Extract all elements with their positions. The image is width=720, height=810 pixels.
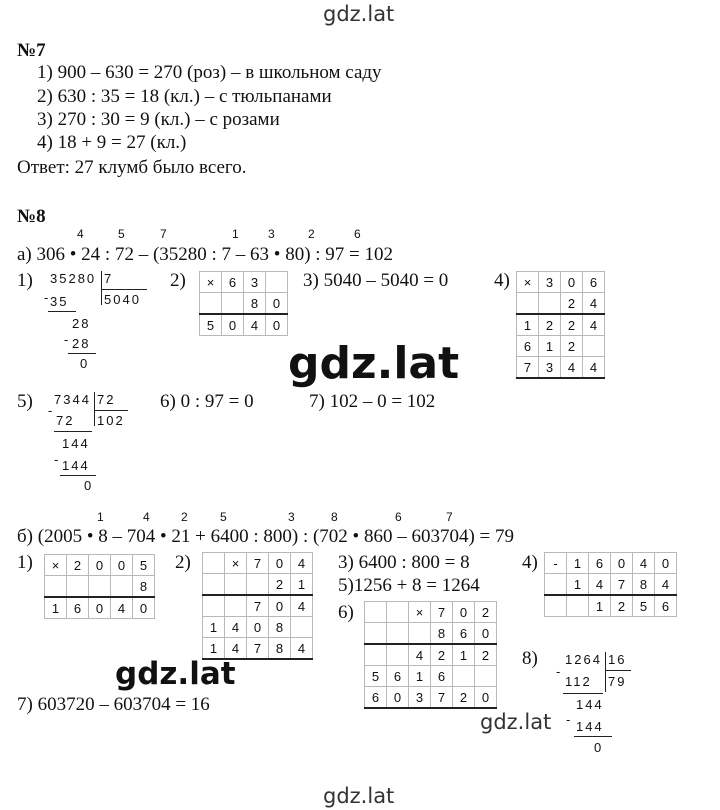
task7-line-3: 3) 270 : 30 = 9 (кл.) – с розами: [37, 109, 280, 130]
grid-cell: [203, 574, 225, 596]
grid-cell: 1: [45, 597, 67, 619]
grid-cell: 7: [517, 357, 539, 379]
grid-cell: 1: [203, 617, 225, 638]
grid-cell: 4: [583, 357, 605, 379]
grid-cell: 0: [611, 553, 633, 574]
grid-cell: [203, 595, 225, 617]
grid-cell: 4: [111, 597, 133, 619]
step-a7: 7) 102 – 0 = 102: [309, 391, 436, 412]
grid-cell: [266, 272, 288, 293]
grid-cell: 6: [67, 597, 89, 619]
grid-cell: 4: [291, 553, 313, 574]
remainder: 144: [62, 436, 90, 451]
grid-cell: 3: [409, 687, 431, 709]
quotient: 102: [97, 413, 125, 428]
grid-cell: 1: [567, 553, 589, 574]
grid-cell: [365, 623, 387, 645]
division-line: [60, 475, 96, 476]
grid-cell: 0: [387, 687, 409, 709]
quotient: 79: [608, 674, 627, 689]
grid-cell: 2: [67, 555, 89, 576]
grid-cell: 7: [247, 553, 269, 574]
multiplication-grid: [516, 271, 605, 379]
grid-cell: 1: [589, 595, 611, 617]
remainder: 144: [576, 697, 604, 712]
watermark-center: gdz.lat: [288, 338, 460, 389]
order-mark: 1: [97, 510, 104, 524]
grid-cell: [200, 293, 222, 315]
grid-cell: 3: [539, 272, 561, 293]
task7-answer: Ответ: 27 клумб было всего.: [17, 157, 247, 178]
order-mark: 5: [118, 227, 125, 241]
grid-cell: 2: [475, 644, 497, 666]
grid-cell: ×: [225, 553, 247, 574]
grid-cell: 6: [655, 595, 677, 617]
grid-cell: 0: [247, 617, 269, 638]
grid-cell: 1: [517, 314, 539, 336]
grid-cell: 6: [387, 666, 409, 687]
grid-cell: [387, 623, 409, 645]
remainder: 0: [594, 740, 604, 755]
division-line: [68, 353, 96, 354]
grid-cell: 4: [583, 293, 605, 315]
grid-cell: 6: [431, 666, 453, 687]
grid-cell: 5: [200, 314, 222, 336]
grid-cell: [45, 576, 67, 598]
grid-cell: 0: [89, 597, 111, 619]
grid-cell: [225, 574, 247, 596]
step-b3: 3) 6400 : 800 = 8: [338, 552, 470, 573]
step-a3: 3) 5040 – 5040 = 0: [303, 270, 449, 291]
order-mark: 7: [446, 510, 453, 524]
grid-cell: [387, 644, 409, 666]
watermark-top: gdz.lat: [323, 2, 395, 26]
expression-a: а) 306 • 24 : 72 – (35280 : 7 – 63 • 80) : 97 = 102: [17, 244, 394, 265]
grid-cell: [67, 576, 89, 598]
grid-cell: [222, 293, 244, 315]
grid-cell: [475, 666, 497, 687]
grid-cell: 0: [266, 293, 288, 315]
order-mark: 6: [395, 510, 402, 524]
subtrahend: 144: [576, 719, 604, 734]
remainder: 0: [80, 356, 90, 371]
division-line: [94, 410, 128, 411]
step-b7: 7) 603720 – 603704 = 16: [17, 694, 210, 715]
grid-cell: 3: [244, 272, 266, 293]
order-mark: 5: [220, 510, 227, 524]
grid-cell: 2: [475, 602, 497, 623]
remainder: 0: [84, 478, 94, 493]
grid-cell: ×: [200, 272, 222, 293]
grid-cell: 6: [583, 272, 605, 293]
watermark-right: gdz.lat: [480, 710, 552, 734]
grid-cell: [89, 576, 111, 598]
grid-cell: ×: [45, 555, 67, 576]
grid-cell: 6: [365, 687, 387, 709]
grid-cell: 6: [589, 553, 611, 574]
grid-cell: 0: [269, 595, 291, 617]
division-bar: [101, 271, 102, 305]
grid-cell: 0: [266, 314, 288, 336]
grid-cell: 0: [453, 602, 475, 623]
division-line: [101, 289, 147, 290]
subtrahend: 144: [62, 458, 90, 473]
grid-cell: 8: [269, 638, 291, 660]
grid-cell: 2: [539, 314, 561, 336]
step-b5: 5)1256 + 8 = 1264: [338, 575, 480, 596]
grid-cell: 8: [133, 576, 155, 598]
label-a5: 5): [17, 391, 33, 412]
grid-cell: 6: [453, 623, 475, 645]
dividend: 1264: [565, 652, 602, 667]
subtrahend: 112: [565, 674, 592, 689]
grid-cell: [365, 644, 387, 666]
grid-cell: 5: [133, 555, 155, 576]
divisor: 7: [104, 271, 114, 286]
quotient: 5040: [104, 292, 141, 307]
subtrahend: 72: [56, 413, 75, 428]
grid-cell: 1: [453, 644, 475, 666]
grid-cell: 3: [539, 357, 561, 379]
grid-cell: 4: [291, 638, 313, 660]
label-b1: 1): [17, 552, 33, 573]
grid-cell: 0: [111, 555, 133, 576]
division-line: [48, 311, 76, 312]
grid-cell: 0: [222, 314, 244, 336]
multiplication-grid: [44, 554, 155, 619]
order-mark: 4: [77, 227, 84, 241]
grid-cell: [545, 574, 567, 596]
dividend: 35280: [50, 271, 97, 286]
watermark-left: gdz.lat: [115, 656, 236, 692]
subtraction-grid: [544, 552, 677, 617]
step-a6: 6) 0 : 97 = 0: [160, 391, 254, 412]
grid-cell: 1: [567, 574, 589, 596]
label-a2: 2): [170, 270, 186, 291]
grid-cell: [111, 576, 133, 598]
grid-cell: [409, 623, 431, 645]
grid-cell: 7: [247, 595, 269, 617]
grid-cell: 4: [225, 617, 247, 638]
grid-cell: 4: [409, 644, 431, 666]
division-line: [574, 736, 612, 737]
order-mark: 8: [331, 510, 338, 524]
label-b6: 6): [338, 602, 354, 623]
grid-cell: 2: [611, 595, 633, 617]
grid-cell: [567, 595, 589, 617]
grid-cell: 8: [244, 293, 266, 315]
grid-cell: 7: [431, 602, 453, 623]
label-b8: 8): [522, 648, 538, 669]
watermark-bottom: gdz.lat: [323, 784, 395, 808]
label-b2: 2): [175, 552, 191, 573]
grid-cell: 1: [539, 336, 561, 357]
task7-line-2: 2) 630 : 35 = 18 (кл.) – с тюльпанами: [37, 86, 332, 107]
multiplication-grid: [364, 601, 497, 709]
order-mark: 6: [354, 227, 361, 241]
grid-cell: 1: [409, 666, 431, 687]
grid-cell: 7: [247, 638, 269, 660]
grid-cell: [291, 617, 313, 638]
grid-cell: [545, 595, 567, 617]
task7-title: №7: [17, 40, 46, 61]
grid-cell: 0: [475, 687, 497, 709]
grid-cell: 0: [655, 553, 677, 574]
grid-cell: 2: [431, 644, 453, 666]
grid-cell: 7: [431, 687, 453, 709]
grid-cell: [203, 553, 225, 574]
grid-cell: 0: [269, 553, 291, 574]
order-mark: 3: [288, 510, 295, 524]
grid-cell: [247, 574, 269, 596]
grid-cell: 6: [517, 336, 539, 357]
grid-cell: [539, 293, 561, 315]
grid-cell: 4: [633, 553, 655, 574]
grid-cell: [365, 602, 387, 623]
grid-cell: 8: [431, 623, 453, 645]
grid-cell: 4: [291, 595, 313, 617]
grid-cell: 2: [269, 574, 291, 596]
grid-cell: 7: [611, 574, 633, 596]
grid-cell: 1: [291, 574, 313, 596]
label-a4: 4): [494, 270, 510, 291]
label-b4: 4): [522, 552, 538, 573]
division-bar: [605, 652, 606, 692]
grid-cell: ×: [517, 272, 539, 293]
grid-cell: 8: [269, 617, 291, 638]
grid-cell: -: [545, 553, 567, 574]
label-a1: 1): [17, 270, 33, 291]
order-mark: 2: [308, 227, 315, 241]
order-mark: 7: [160, 227, 167, 241]
grid-cell: 4: [561, 357, 583, 379]
grid-cell: 4: [583, 314, 605, 336]
divisor: 72: [97, 392, 116, 407]
grid-cell: 4: [244, 314, 266, 336]
division-line: [605, 670, 631, 671]
grid-cell: 0: [133, 597, 155, 619]
grid-cell: 1: [203, 638, 225, 660]
grid-cell: 2: [561, 293, 583, 315]
grid-cell: 0: [89, 555, 111, 576]
grid-cell: [225, 595, 247, 617]
grid-cell: 8: [633, 574, 655, 596]
task8-title: №8: [17, 206, 46, 227]
remainder: 28: [72, 316, 91, 331]
grid-cell: 5: [633, 595, 655, 617]
grid-cell: 4: [225, 638, 247, 660]
order-mark: 1: [232, 227, 239, 241]
grid-cell: 0: [475, 623, 497, 645]
subtrahend: 28: [72, 336, 91, 351]
order-mark: 3: [268, 227, 275, 241]
expression-b: б) (2005 • 8 – 704 • 21 + 6400 : 800) : (702 • 860 – 603704) = 79: [17, 526, 514, 547]
grid-cell: ×: [409, 602, 431, 623]
division-line: [54, 431, 92, 432]
grid-cell: [583, 336, 605, 357]
grid-cell: 2: [561, 314, 583, 336]
grid-cell: 4: [655, 574, 677, 596]
order-mark: 2: [181, 510, 188, 524]
grid-cell: 2: [561, 336, 583, 357]
multiplication-grid: [199, 271, 288, 336]
grid-cell: [453, 666, 475, 687]
grid-cell: 2: [453, 687, 475, 709]
grid-cell: 6: [222, 272, 244, 293]
grid-cell: 4: [589, 574, 611, 596]
grid-cell: 5: [365, 666, 387, 687]
order-mark: 4: [143, 510, 150, 524]
division-line: [563, 693, 603, 694]
task7-line-4: 4) 18 + 9 = 27 (кл.): [37, 132, 187, 153]
multiplication-grid: [202, 552, 313, 660]
division-bar: [94, 392, 95, 426]
dividend: 7344: [54, 392, 91, 407]
grid-cell: [517, 293, 539, 315]
divisor: 16: [608, 652, 627, 667]
grid-cell: 0: [561, 272, 583, 293]
task7-line-1: 1) 900 – 630 = 270 (роз) – в школьном саду: [37, 62, 382, 83]
subtrahend: 35: [50, 294, 69, 309]
grid-cell: [387, 602, 409, 623]
